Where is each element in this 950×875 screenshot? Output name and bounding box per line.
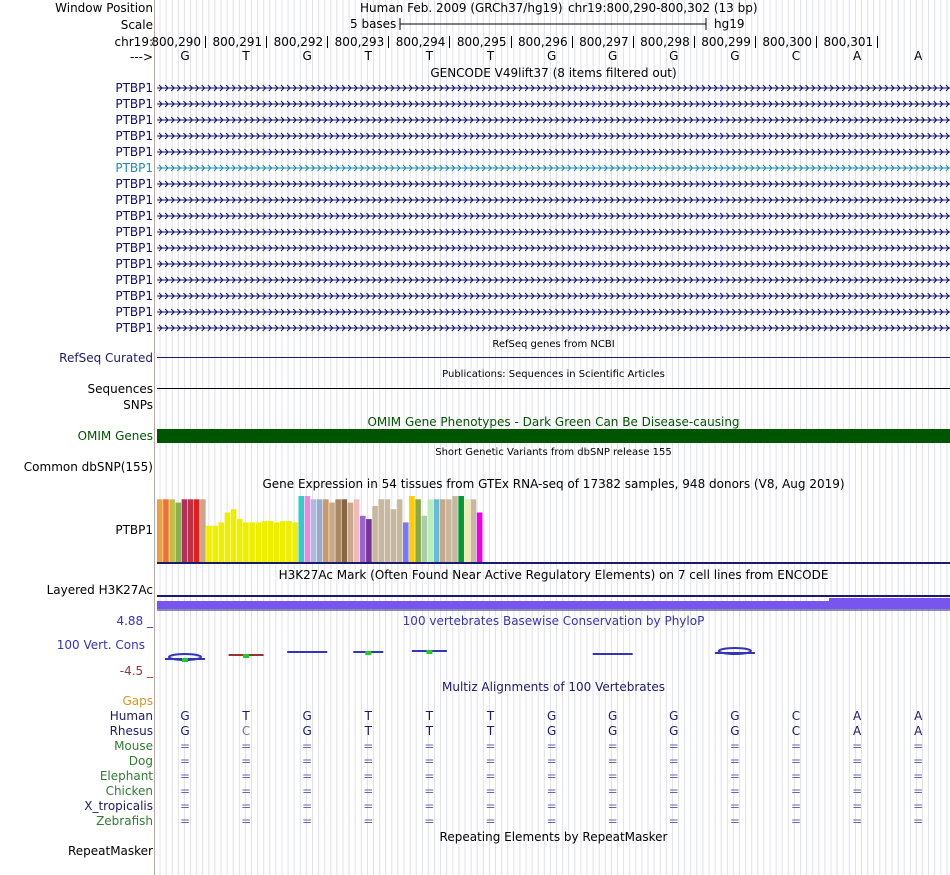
alignment-base: = (179, 784, 191, 798)
alignment-base: = (363, 814, 374, 828)
ruler-tick-label: 800,301 (823, 35, 874, 49)
alignment-base: = (790, 769, 802, 783)
snps-label[interactable]: SNPs (123, 398, 153, 412)
alignment-base: = (790, 754, 802, 768)
gencode-item-label[interactable]: PTBP1 (115, 113, 153, 127)
conservation-highlight (365, 651, 371, 655)
alignment-base: T (425, 709, 434, 723)
gtex-tissue-bar[interactable] (219, 522, 225, 562)
base-sequence (157, 49, 950, 65)
alignment-base: = (729, 784, 740, 798)
gtex-tissue-bar[interactable] (348, 503, 354, 562)
species-label[interactable]: Elephant (99, 769, 153, 783)
publications-label[interactable]: Sequences (87, 382, 153, 396)
alignment-base: = (607, 769, 618, 783)
alignment-base: A (852, 709, 862, 723)
alignment-base: = (729, 739, 740, 753)
alignment-base: = (913, 754, 924, 768)
gtex-tissue-bar[interactable] (372, 506, 378, 562)
alignment-base: G (669, 709, 679, 723)
alignment-base: = (485, 784, 496, 798)
gtex-tissue-bar[interactable] (268, 521, 274, 562)
alignment-base: T (364, 709, 372, 723)
alignment-base: G (180, 709, 190, 723)
conservation-highlight (243, 654, 249, 658)
ruler-tick-label: 800,293 (334, 35, 385, 49)
gtex-expression-chart[interactable] (157, 493, 950, 565)
base-letter: A (914, 49, 923, 63)
species-label[interactable]: Rhesus (109, 724, 153, 738)
alignment-base: = (913, 739, 924, 753)
alignment-base: = (302, 814, 313, 828)
h3k27ac-signal-block[interactable] (157, 601, 829, 609)
h3k27ac-label[interactable]: Layered H3K27Ac (46, 583, 153, 597)
gencode-item-label[interactable]: PTBP1 (115, 225, 153, 239)
conservation-ymax: 4.88 _ (116, 614, 153, 628)
alignment-base: C (241, 724, 251, 738)
gtex-tissue-bar[interactable] (182, 499, 188, 562)
gtex-tissue-bar[interactable] (298, 496, 304, 562)
alignment-base: = (485, 739, 496, 753)
gtex-tissue-bar[interactable] (262, 521, 268, 562)
conservation-highlight (426, 650, 432, 654)
multiz-title[interactable]: Multiz Alignments of 100 Vertebrates (441, 680, 666, 694)
alignment-base: = (729, 769, 740, 783)
alignment-base: = (424, 799, 435, 813)
base-letter: C (791, 49, 801, 63)
strand-label[interactable]: ---> (129, 50, 153, 64)
gtex-tissue-bar[interactable] (175, 503, 181, 562)
alignment-base: T (242, 709, 250, 723)
gtex-tissue-bar[interactable] (354, 499, 360, 562)
gtex-tissue-bar[interactable] (317, 499, 323, 562)
alignment-base: = (607, 754, 618, 768)
conservation-ymin: -4.5 _ (119, 664, 153, 678)
alignment-base: = (913, 769, 924, 783)
h3k27ac-signal[interactable] (157, 595, 950, 611)
alignment-base: = (546, 784, 557, 798)
gtex-tissue-bar[interactable] (323, 499, 329, 562)
alignment-base: = (363, 799, 374, 813)
gtex-tissue-bar[interactable] (292, 522, 298, 562)
alignment-base: T (486, 709, 495, 723)
alignment-base: = (913, 784, 924, 798)
alignment-base: A (914, 709, 923, 723)
gencode-item-label[interactable]: PTBP1 (115, 289, 153, 303)
gtex-tissue-bar[interactable] (465, 499, 471, 562)
alignment-base: = (913, 799, 924, 813)
alignment-base: = (485, 754, 496, 768)
gtex-tissue-bar[interactable] (286, 521, 292, 562)
conservation-highlight (182, 658, 188, 662)
alignment-base: = (179, 769, 191, 783)
alignment-base: = (363, 769, 374, 783)
alignment-base: A (852, 724, 862, 738)
alignment-base: = (729, 799, 740, 813)
alignment-base: C (791, 709, 801, 723)
gtex-tissue-bar[interactable] (428, 499, 434, 562)
alignment-base: G (180, 724, 190, 738)
base-letter: G (546, 49, 557, 63)
base-position-ruler[interactable] (151, 34, 950, 50)
species-label[interactable]: Zebrafish (96, 814, 153, 828)
species-label[interactable]: Mouse (114, 739, 153, 753)
ruler-tick-label: 800,298 (640, 35, 690, 49)
gtex-tissue-bar[interactable] (397, 499, 403, 562)
gtex-tissue-bar[interactable] (280, 521, 286, 562)
position-text: chr19:800,290-800,302 (13 bp) (568, 1, 758, 15)
ruler-tick-label: 800,294 (395, 35, 446, 49)
alignment-base: = (852, 739, 863, 753)
species-label[interactable]: Human (109, 709, 153, 723)
gencode-item-label[interactable]: PTBP1 (115, 145, 153, 159)
alignment-base: G (546, 709, 557, 723)
gtex-tissue-bar[interactable] (225, 513, 231, 563)
alignment-base: = (790, 814, 802, 828)
base-letter: T (425, 49, 434, 63)
alignment-base: = (790, 799, 802, 813)
gencode-item-label[interactable]: PTBP1 (115, 81, 153, 95)
ruler-tick-label: 800,296 (517, 35, 568, 49)
alignment-base: G (608, 724, 618, 738)
alignment-base: = (668, 754, 679, 768)
species-label[interactable]: X_tropicalis (84, 799, 153, 813)
alignment-base: = (729, 754, 740, 768)
gtex-tissue-bar[interactable] (169, 499, 175, 562)
gtex-tissue-bar[interactable] (335, 499, 341, 562)
assembly-text: Human Feb. 2009 (GRCh37/hg19) (360, 1, 563, 15)
gtex-tissue-bar[interactable] (249, 522, 255, 562)
gencode-item-label[interactable]: PTBP1 (115, 161, 153, 175)
alignment-base: = (852, 814, 863, 828)
alignment-base: G (669, 724, 679, 738)
scale-label: Scale (120, 18, 153, 32)
gtex-tissue-bar[interactable] (366, 519, 372, 562)
ruler-tick-label: 800,295 (456, 35, 507, 49)
gtex-tissue-bar[interactable] (274, 522, 280, 562)
ruler-tick-label: 800,290 (151, 35, 201, 49)
alignment-base: G (302, 724, 312, 738)
dbsnp-title[interactable]: Short Genetic Variants from dbSNP release 155 (435, 447, 672, 458)
alignment-base: = (179, 754, 191, 768)
alignment-base: G (302, 709, 312, 723)
gencode-item-label[interactable]: PTBP1 (115, 209, 153, 223)
gtex-tissue-bar[interactable] (458, 496, 464, 562)
refseq-title[interactable]: RefSeq genes from NCBI (492, 339, 615, 350)
alignment-base: G (546, 724, 557, 738)
gencode-item-label[interactable]: PTBP1 (115, 321, 153, 335)
alignment-base: = (179, 739, 191, 753)
alignment-base: = (607, 814, 618, 828)
repeatmasker-title[interactable]: Repeating Elements by RepeatMasker (439, 830, 668, 844)
species-label[interactable]: Dog (128, 754, 153, 768)
alignment-base: T (486, 724, 495, 738)
gtex-tissue-bar[interactable] (194, 499, 200, 562)
alignment-base: = (607, 739, 618, 753)
alignment-base: = (302, 769, 313, 783)
alignment-base: = (302, 799, 313, 813)
scale-bar (398, 16, 710, 32)
alignment-base: = (668, 814, 679, 828)
gencode-item-label[interactable]: PTBP1 (115, 273, 153, 287)
base-letter: T (364, 49, 372, 63)
alignment-base: = (302, 754, 313, 768)
gtex-tissue-bar[interactable] (409, 496, 415, 562)
alignment-base: = (424, 814, 435, 828)
conservation-logo-track[interactable] (157, 640, 950, 670)
alignment-base: G (730, 709, 740, 723)
alignment-base: = (302, 739, 313, 753)
alignment-base: = (790, 784, 802, 798)
alignment-base: A (914, 724, 923, 738)
alignment-base: = (241, 754, 252, 768)
ruler-tick-label: 800,297 (579, 35, 629, 49)
gtex-tissue-bar[interactable] (342, 499, 348, 562)
gtex-tissue-bar[interactable] (421, 516, 427, 562)
refseq-line[interactable] (157, 357, 950, 358)
alignment-base: = (302, 784, 313, 798)
alignment-base: = (607, 784, 618, 798)
gencode-item-label[interactable]: PTBP1 (115, 129, 153, 143)
alignment-base: = (668, 769, 679, 783)
ruler-tick-label: 800,292 (273, 35, 324, 49)
chrom-label: chr19: (114, 35, 153, 49)
publications-title[interactable]: Publications: Sequences in Scientific Articles (442, 369, 665, 380)
gtex-tissue-bar[interactable] (403, 522, 409, 562)
alignment-base: = (241, 739, 252, 753)
omim-label[interactable]: OMIM Genes (77, 429, 153, 443)
alignment-base: T (425, 724, 434, 738)
alignment-base: = (546, 769, 557, 783)
label-track-separator[interactable] (154, 0, 155, 875)
alignment-base: = (852, 799, 863, 813)
alignment-base: = (363, 739, 374, 753)
gtex-tissue-bar[interactable] (477, 513, 483, 563)
gtex-tissue-bar[interactable] (446, 499, 452, 562)
alignment-base: = (790, 739, 802, 753)
gtex-tissue-bar[interactable] (243, 522, 249, 562)
alignment-base: = (546, 799, 557, 813)
ruler-tick-label: 800,291 (212, 35, 263, 49)
base-letter: T (242, 49, 250, 63)
h3k27ac-signal-block[interactable] (829, 598, 950, 609)
gtex-tissue-bar[interactable] (212, 526, 218, 562)
alignment-base: = (546, 754, 557, 768)
alignment-base: G (730, 724, 740, 738)
gtex-tissue-bar[interactable] (452, 496, 458, 562)
dbsnp-label[interactable]: Common dbSNP(155) (23, 460, 153, 474)
alignment-base: = (607, 799, 618, 813)
alignment-base: = (729, 814, 740, 828)
gencode-item-label[interactable]: PTBP1 (115, 241, 153, 255)
refseq-label[interactable]: RefSeq Curated (59, 351, 153, 365)
alignment-base: = (241, 769, 252, 783)
gencode-track[interactable] (157, 80, 950, 336)
alignment-base: = (179, 799, 191, 813)
conservation-title[interactable]: 100 vertebrates Basewise Conservation by PhyloP (402, 614, 705, 628)
gtex-tissue-bar[interactable] (385, 499, 391, 562)
base-letter: T (486, 49, 495, 63)
alignment-base: = (852, 784, 863, 798)
gtex-label[interactable]: PTBP1 (115, 523, 153, 537)
gencode-item-label[interactable]: PTBP1 (115, 177, 153, 191)
gtex-tissue-bar[interactable] (471, 499, 477, 562)
alignment-base: = (424, 754, 435, 768)
gtex-tissue-bar[interactable] (415, 499, 421, 562)
base-letter: G (302, 49, 312, 63)
db-text: hg19 (714, 17, 745, 31)
alignment-base: = (913, 814, 924, 828)
ruler-tick-mark (877, 36, 878, 48)
gtex-tissue-bar[interactable] (188, 499, 194, 562)
alignment-base: = (668, 784, 679, 798)
scale-text: 5 bases (350, 17, 397, 31)
alignment-base: = (852, 769, 863, 783)
alignment-base: = (546, 739, 557, 753)
gtex-tissue-bar[interactable] (360, 516, 366, 562)
gtex-tissue-bar[interactable] (440, 499, 446, 562)
gaps-label[interactable]: Gaps (122, 694, 153, 708)
window-position-label: Window Position (55, 1, 153, 15)
gtex-tissue-bar[interactable] (311, 499, 317, 562)
gtex-tissue-bar[interactable] (206, 526, 212, 562)
gtex-tissue-bar[interactable] (237, 519, 243, 562)
alignment-base: = (424, 769, 435, 783)
repeatmasker-label[interactable]: RepeatMasker (67, 844, 153, 858)
alignment-base: = (179, 814, 191, 828)
base-letter: G (608, 49, 618, 63)
gtex-tissue-bar[interactable] (391, 509, 397, 562)
alignment-base: C (791, 724, 801, 738)
base-letter: G (669, 49, 679, 63)
alignment-base: = (668, 799, 679, 813)
gtex-tissue-bar[interactable] (231, 509, 237, 562)
ruler-tick-label: 800,300 (762, 35, 812, 49)
base-letter: G (180, 49, 190, 63)
alignment-base: = (241, 799, 252, 813)
alignment-base: T (364, 724, 372, 738)
alignment-base: = (546, 814, 557, 828)
gtex-tissue-bar[interactable] (163, 499, 169, 562)
ruler-tick-label: 800,299 (701, 35, 751, 49)
gencode-item-label[interactable]: PTBP1 (115, 97, 153, 111)
alignment-base: = (668, 739, 679, 753)
alignment-base: = (485, 799, 496, 813)
conservation-label[interactable]: 100 Vert. Cons (56, 638, 145, 652)
base-letter: A (852, 49, 862, 63)
gtex-tissue-bar[interactable] (255, 522, 261, 562)
gtex-tissue-bar[interactable] (434, 499, 440, 562)
gtex-tissue-bar[interactable] (157, 499, 163, 562)
omim-gene-bar[interactable] (157, 429, 950, 443)
gtex-tissue-bar[interactable] (200, 499, 206, 562)
alignment-base: G (608, 709, 618, 723)
gtex-tissue-bar[interactable] (305, 496, 311, 562)
gtex-title[interactable]: Gene Expression in 54 tissues from GTEx RNA-seq of 17382 samples, 948 donors (V8, Aug 2019) (262, 477, 845, 491)
species-label[interactable]: Chicken (105, 784, 153, 798)
alignment-base: = (424, 739, 435, 753)
gencode-item-label[interactable]: PTBP1 (115, 257, 153, 271)
alignment-base: = (363, 754, 374, 768)
alignment-base: = (424, 784, 435, 798)
gtex-tissue-bar[interactable] (378, 499, 384, 562)
alignment-base: = (485, 814, 496, 828)
alignment-base: = (241, 784, 252, 798)
h3k27ac-title[interactable]: H3K27Ac Mark (Often Found Near Active Regulatory Elements) on 7 cell lines from ENCODE (278, 568, 829, 582)
base-letter: G (730, 49, 740, 63)
gencode-title[interactable]: GENCODE V49lift37 (8 items filtered out) (430, 66, 677, 80)
omim-title[interactable]: OMIM Gene Phenotypes - Dark Green Can Be Disease-causing (367, 415, 740, 429)
publications-line[interactable] (157, 388, 950, 389)
conservation-logo-glyph (719, 648, 751, 654)
alignment-base: = (485, 769, 496, 783)
gencode-item-label[interactable]: PTBP1 (115, 193, 153, 207)
alignment-base: = (241, 814, 252, 828)
gtex-tissue-bar[interactable] (329, 503, 335, 562)
alignment-base: = (852, 754, 863, 768)
alignment-base: = (363, 784, 374, 798)
gencode-item-label[interactable]: PTBP1 (115, 305, 153, 319)
